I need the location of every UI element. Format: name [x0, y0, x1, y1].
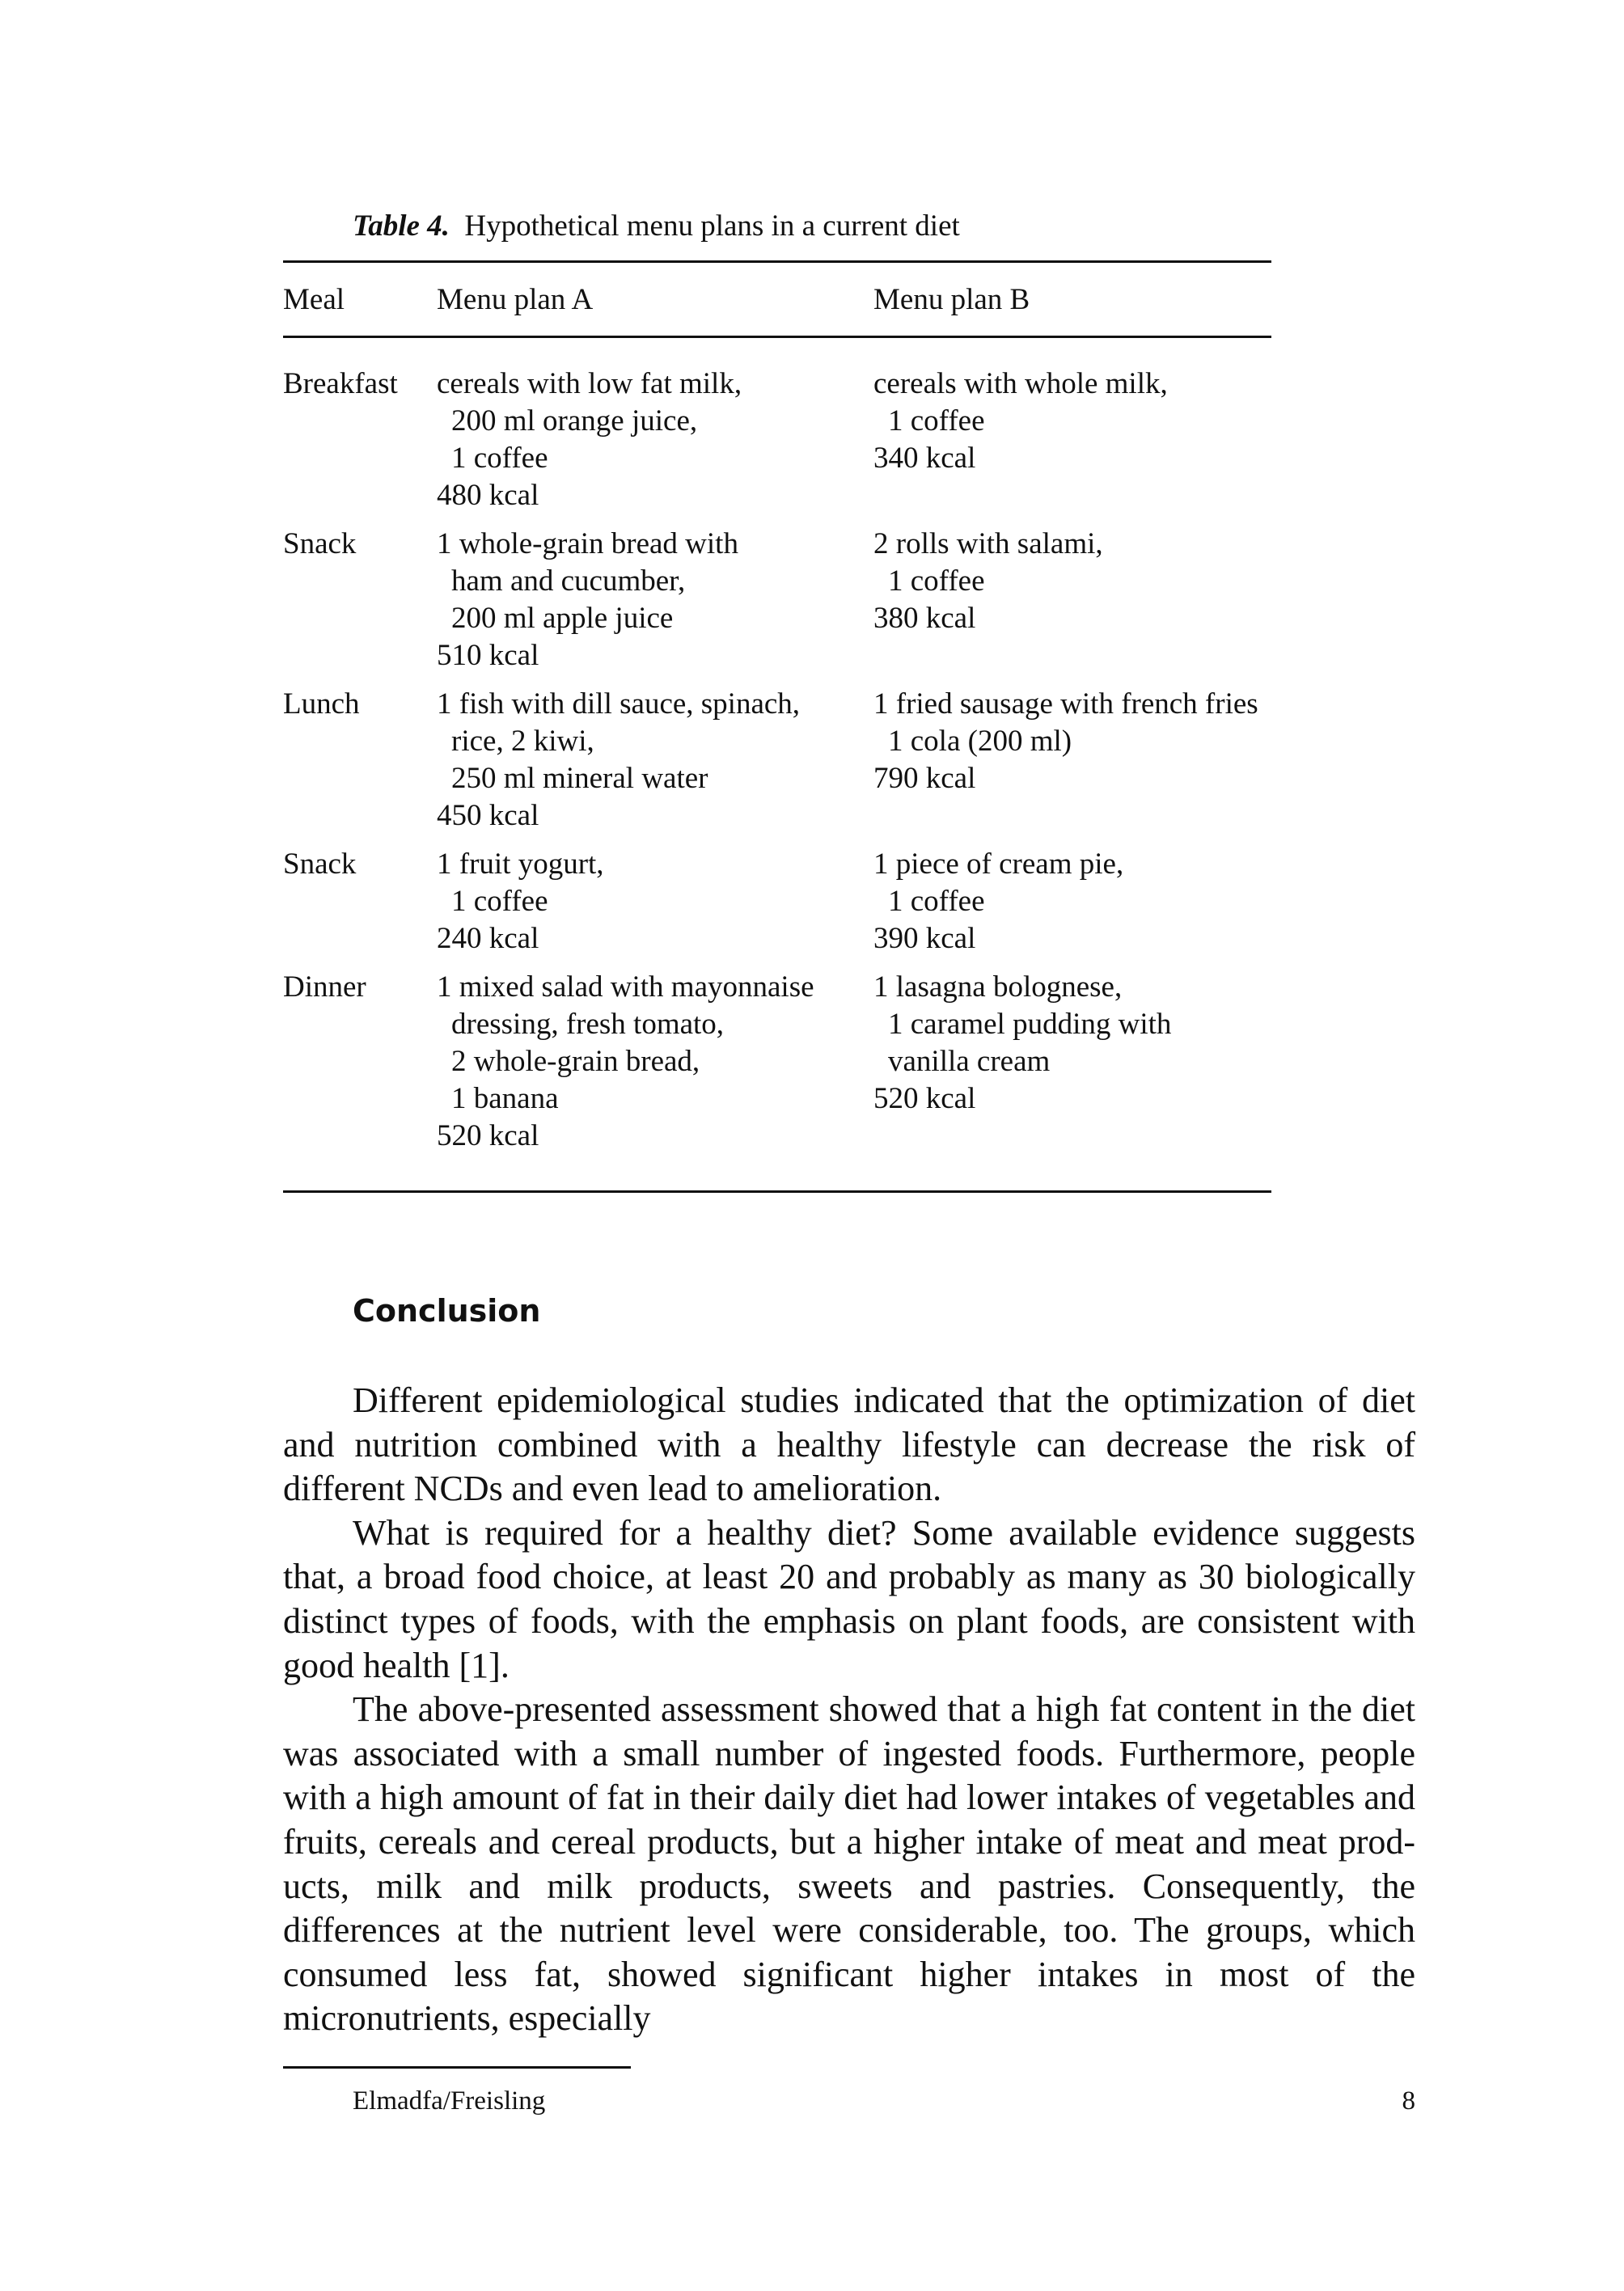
table-row [283, 846, 1271, 957]
menu-line: 1 coffee [888, 885, 985, 918]
menu-line: 2 whole-grain bread, [451, 1045, 700, 1078]
table-caption [353, 209, 960, 244]
menu-line: rice, 2 kiwi, [451, 725, 594, 758]
paragraph: Different epidemiological studies indicated that the optimization of diet and nutrition combined with a healthy lifestyle can decrease the risk of different NCDs and even lead to amelioration. [283, 1380, 1415, 1509]
table-caption-text: Hypothetical menu plans in a current diet [464, 209, 960, 243]
menu-line: 1 banana [451, 1082, 559, 1115]
header-plan-a: Menu plan A [437, 282, 594, 316]
table-caption-label: Table 4. [353, 209, 450, 243]
menu-line: 1 coffee [888, 564, 985, 598]
menu-line: 1 fruit yogurt, [437, 848, 604, 881]
cell-meal: Dinner [283, 970, 366, 1004]
cell-meal: Snack [283, 527, 357, 560]
menu-line: 1 mixed salad with mayonnaise [437, 970, 814, 1004]
menu-line: 250 ml mineral water [451, 762, 708, 795]
cell-plan-b [873, 846, 1271, 957]
cell-plan-a [437, 846, 873, 957]
menu-line: cereals with whole milk, [873, 367, 1168, 400]
page-number: 8 [1402, 2086, 1415, 2116]
menu-line: 200 ml orange juice, [451, 404, 698, 437]
energy-value: 450 kcal [437, 799, 539, 832]
table-header-row [283, 263, 1271, 336]
energy-value: 240 kcal [437, 922, 539, 955]
cell-plan-b [873, 686, 1271, 835]
menu-line: 1 coffee [451, 885, 548, 918]
menu-line: 1 piece of cream pie, [873, 848, 1124, 881]
paragraph: What is required for a healthy diet? Some available evidence suggests that, a broad food choice, at least 20 and probably as many as 30 biologically distinct types of foods, with the emphasis on plant foods, are consistent with good health [1]. [283, 1512, 1415, 1685]
paragraph: The above-presented assessment showed that a high fat content in the diet was associated with a small number of ingested foods. Furthermore, people with a high amount of fat in their daily diet had lower intakes of vegetables and fruits, cereals and cereal products, but a higher intake of meat and meat prod-ucts, milk and milk products, sweets and pastries. Consequently, the differences at the nutrient level were considerable, too. The groups, which consumed less fat, showed significant higher intakes in most of the micronutrients, especially [283, 1689, 1415, 2039]
menu-line: cereals with low fat milk, [437, 367, 742, 400]
menu-plan-table [283, 260, 1271, 1193]
cell-plan-a [437, 969, 873, 1155]
footer-rule [283, 2066, 631, 2069]
energy-value: 520 kcal [873, 1082, 976, 1115]
cell-plan-a [437, 366, 873, 514]
energy-value: 340 kcal [873, 442, 976, 475]
menu-line: 2 rolls with salami, [873, 527, 1103, 560]
energy-value: 480 kcal [437, 479, 539, 512]
cell-plan-b [873, 366, 1271, 514]
energy-value: 520 kcal [437, 1119, 539, 1152]
cell-meal: Lunch [283, 687, 360, 721]
energy-value: 510 kcal [437, 639, 539, 672]
table-row [283, 686, 1271, 835]
header-meal: Meal [283, 282, 345, 316]
menu-line: 1 caramel pudding with [888, 1008, 1172, 1041]
table-row [283, 969, 1271, 1155]
cell-plan-a [437, 686, 873, 835]
menu-line: dressing, fresh tomato, [451, 1008, 725, 1041]
menu-line: ham and cucumber, [451, 564, 686, 598]
menu-line: vanilla cream [888, 1045, 1051, 1078]
energy-value: 390 kcal [873, 922, 976, 955]
cell-plan-b [873, 969, 1271, 1155]
cell-plan-a [437, 526, 873, 674]
energy-value: 380 kcal [873, 602, 976, 635]
menu-line: 1 coffee [451, 442, 548, 475]
cell-meal: Snack [283, 848, 357, 881]
cell-plan-b [873, 526, 1271, 674]
footer-author: Elmadfa/Freisling [353, 2086, 546, 2116]
table-body [283, 338, 1271, 1190]
cell-meal: Breakfast [283, 367, 398, 400]
menu-line: 200 ml apple juice [451, 602, 674, 635]
menu-line: 1 lasagna bolognese, [873, 970, 1123, 1004]
menu-line: 1 fish with dill sauce, spinach, [437, 687, 801, 721]
table-bottom-rule [283, 1190, 1271, 1193]
section-heading: Conclusion [353, 1293, 541, 1329]
menu-line: 1 whole-grain bread with [437, 527, 738, 560]
table-row [283, 526, 1271, 674]
header-plan-b: Menu plan B [873, 282, 1030, 316]
body-text [283, 1379, 1415, 2041]
menu-line: 1 cola (200 ml) [888, 725, 1072, 758]
table-row [283, 366, 1271, 514]
menu-line: 1 coffee [888, 404, 985, 437]
energy-value: 790 kcal [873, 762, 976, 795]
menu-line: 1 fried sausage with french fries [873, 687, 1258, 721]
